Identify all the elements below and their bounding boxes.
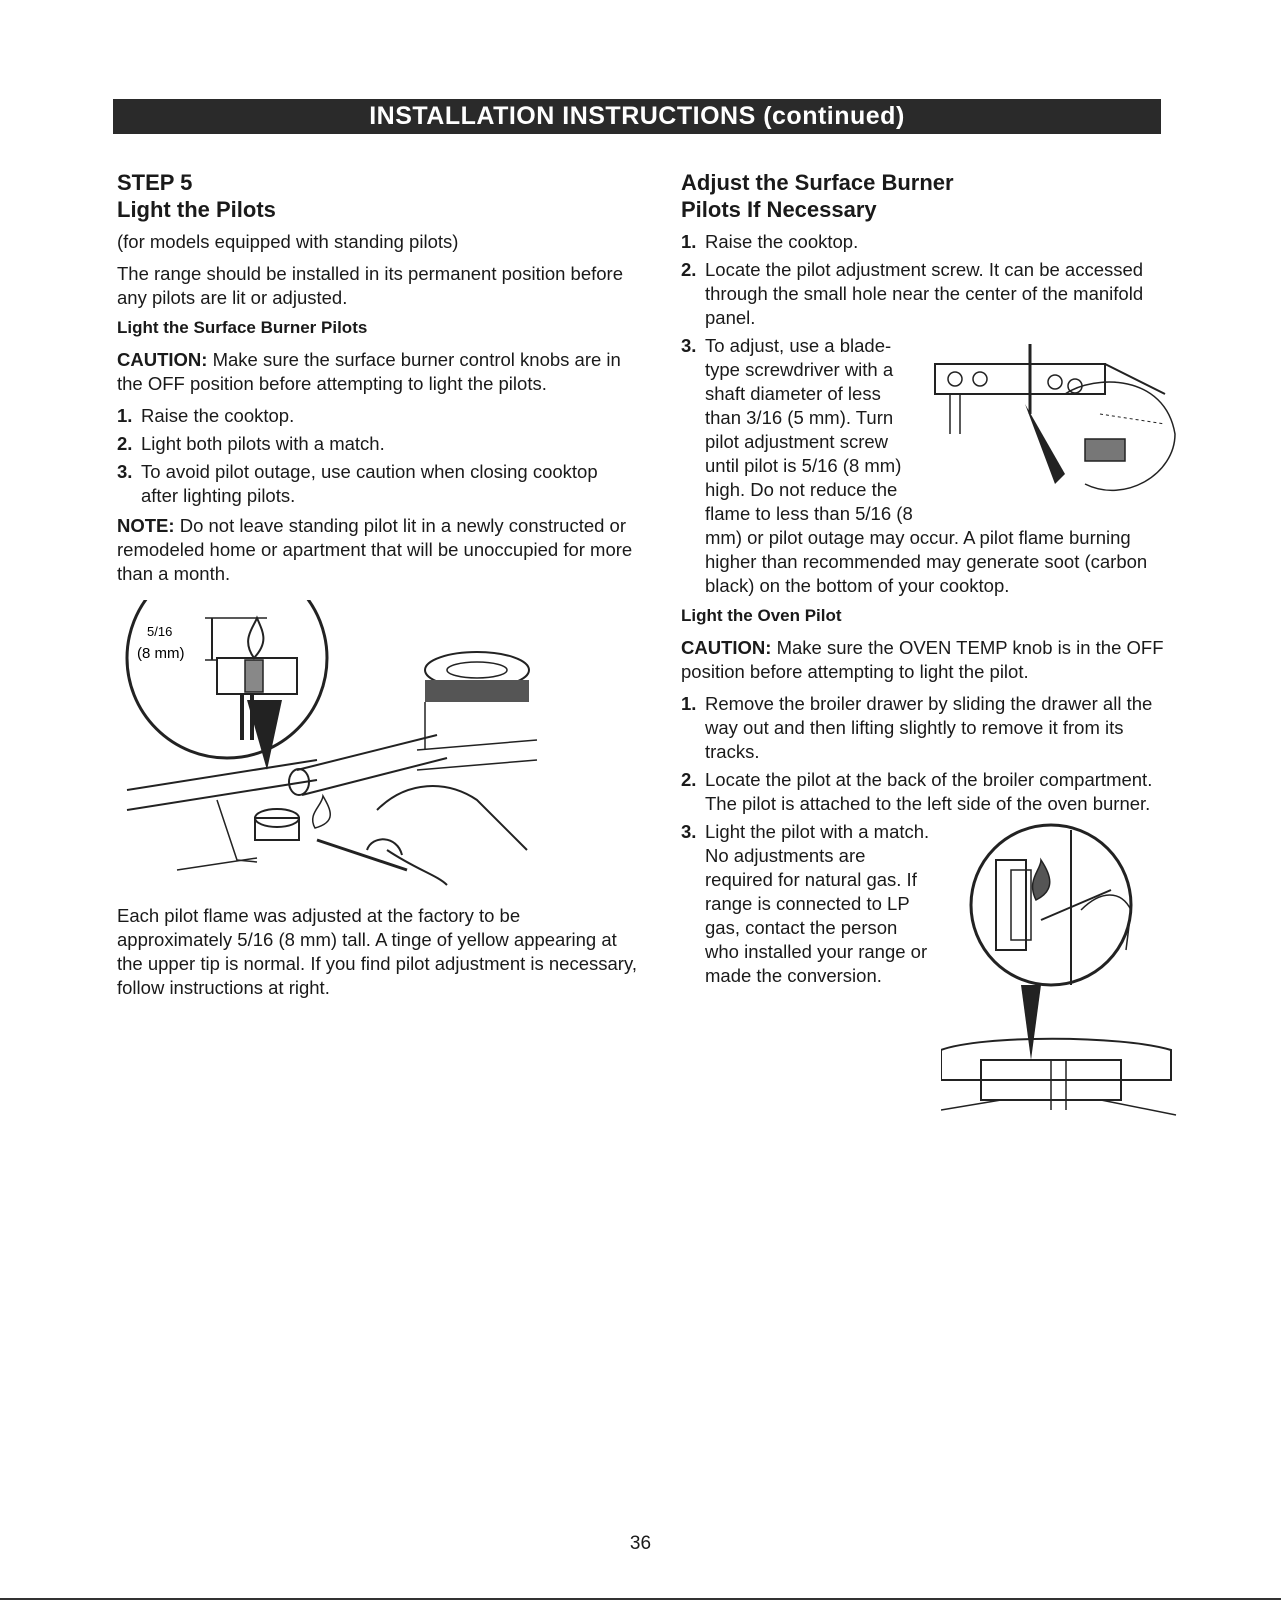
step-text: Light both pilots with a match.: [141, 433, 385, 454]
step-number: 2.: [681, 769, 697, 790]
step-number: 1.: [681, 693, 697, 714]
list-item: [117, 460, 637, 508]
caution-text: Make sure the surface burner control knobs are in the OFF position before attempting to light the pilots.: [117, 349, 621, 394]
step-text: To avoid pilot outage, use caution when closing cooktop after lighting pilots.: [141, 461, 598, 506]
step-text: Locate the pilot adjustment screw. It can be accessed through the small hole near the center of the manifold panel.: [705, 259, 1144, 328]
surface-pilot-illustration: [117, 600, 557, 890]
list-item: [681, 334, 1181, 598]
step-text: To adjust, use a blade-type screwdriver with a shaft diameter of less than 3/16 (5 mm). Turn pilot adjustment screw until pilot is 5/16 (8 mm) high. Do not reduce the flame to less than 5/16 (8 mm) or pilot outage may occur. A pilot flame burning higher than recommended may generate soot (carbon black) on the bottom of your cooktop.: [705, 335, 1148, 596]
step-text: Raise the cooktop.: [705, 231, 859, 252]
list-item: [117, 432, 637, 456]
step-number: 1.: [117, 405, 133, 426]
section-title: Light the Pilots: [117, 197, 276, 222]
note-text: Do not leave standing pilot lit in a newly constructed or remodeled home or apartment that will be unoccupied for more than a month.: [117, 515, 633, 584]
oven-pilot-heading: Light the Oven Pilot: [681, 606, 842, 625]
fraction-label: 5/16: [147, 624, 173, 639]
step-heading: STEP 5: [117, 170, 193, 195]
step-text: Raise the cooktop.: [141, 405, 295, 426]
subtitle: (for models equipped with standing pilots): [117, 231, 459, 252]
caution-label: CAUTION:: [681, 637, 772, 658]
caution-label: CAUTION:: [117, 349, 208, 370]
step-number: 2.: [117, 433, 133, 454]
list-item: [681, 820, 1181, 1120]
step-number: 1.: [681, 231, 697, 252]
list-item: [681, 258, 1181, 330]
section-banner: [113, 99, 1161, 134]
caution-paragraph: [117, 348, 637, 396]
step-text: Light the pilot with a match. No adjustments are required for natural gas. If range is connected to LP gas, contact the person who installed your range or made the conversion.: [705, 821, 930, 986]
oven-pilot-steps: [681, 692, 1181, 1120]
oven-caution-paragraph: [681, 636, 1181, 684]
bottom-rule: [0, 1598, 1281, 1600]
adjust-title-line1: Adjust the Surface Burner: [681, 170, 954, 195]
closing-paragraph: Each pilot flame was adjusted at the factory to be approximately 5/16 (8 mm) tall. A tinge of yellow appearing at the upper tip is normal. If you find pilot adjustment is necessary, follow instructions at right.: [117, 905, 637, 998]
left-column: [117, 170, 637, 1008]
banner-title: INSTALLATION INSTRUCTIONS (continued): [369, 102, 905, 130]
list-item: [117, 404, 637, 428]
step-number: 3.: [681, 335, 697, 356]
surface-pilot-steps: [117, 404, 637, 508]
step-number: 3.: [681, 821, 697, 842]
adjust-steps: [681, 230, 1181, 598]
page-number: 36: [629, 1533, 652, 1554]
mm-label: (8 mm): [137, 645, 185, 662]
adjust-title-line2: Pilots If Necessary: [681, 197, 877, 222]
intro-paragraph: The range should be installed in its permanent position before any pilots are lit or adjusted.: [117, 263, 623, 308]
surface-pilots-heading: Light the Surface Burner Pilots: [117, 318, 368, 337]
step-text: Remove the broiler drawer by sliding the drawer all the way out and then lifting slightly to remove it from its tracks.: [705, 693, 1153, 762]
list-item: [681, 692, 1181, 764]
list-item: [681, 768, 1181, 816]
step-number: 2.: [681, 259, 697, 280]
oven-pilot-illustration: [941, 820, 1181, 1120]
screwdriver-adjustment-illustration: [925, 334, 1181, 514]
note-paragraph: [117, 514, 637, 586]
caution-text: Make sure the OVEN TEMP knob is in the OFF position before attempting to light the pilot.: [681, 637, 1164, 682]
step-number: 3.: [117, 461, 133, 482]
note-label: NOTE:: [117, 515, 175, 536]
list-item: [681, 230, 1181, 254]
right-column: [681, 170, 1181, 1126]
step-text: Locate the pilot at the back of the broiler compartment. The pilot is attached to the left side of the oven burner.: [705, 769, 1153, 814]
